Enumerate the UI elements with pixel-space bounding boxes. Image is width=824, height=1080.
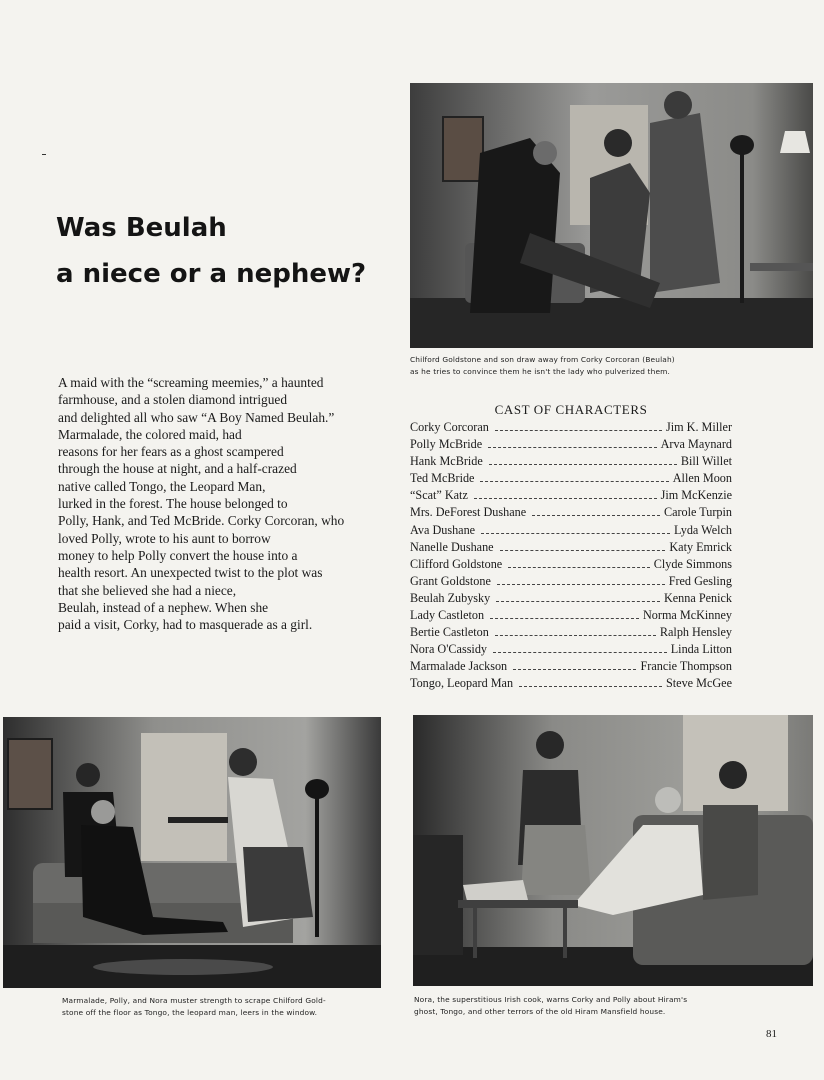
story-line: Marmalade, the colored maid, had <box>58 426 242 442</box>
leader-dots <box>493 652 667 653</box>
cast-row <box>410 659 732 676</box>
photo-nora-scene-image <box>413 715 813 986</box>
story-line: native called Tongo, the Leopard Man, <box>58 478 266 494</box>
caption-line: as he tries to convince them he isn't the lady who pulverized them. <box>410 367 670 376</box>
cast-role: Lady Castleton <box>410 608 485 623</box>
cast-role: Corky Corcoran <box>410 420 489 434</box>
cast-row <box>410 437 732 454</box>
cast-title: CAST OF CHARACTERS <box>494 402 648 417</box>
stray-ink-mark <box>42 154 46 155</box>
cast-row <box>410 676 732 693</box>
leader-dots <box>519 686 662 687</box>
story-line: and delighted all who saw “A Boy Named Beulah.” <box>58 409 335 425</box>
cast-row <box>410 574 732 591</box>
story-line: farmhouse, and a stolen diamond intrigued <box>58 392 288 408</box>
leader-dots <box>490 618 639 619</box>
photo-marmalade-scene <box>3 717 381 988</box>
story-line: reasons for her fears as a ghost scampered <box>58 444 284 460</box>
cast-role: Mrs. DeForest Dushane <box>410 505 527 520</box>
cast-role: Beulah Zubysky <box>410 590 491 605</box>
story-line: paid a visit, Corky, had to masquerade as a girl. <box>58 617 313 633</box>
leader-dots <box>513 669 636 670</box>
cast-actor: Fred Gesling <box>668 573 732 588</box>
caption-bottom-left <box>62 995 326 1019</box>
cast-role: Grant Goldstone <box>410 573 491 588</box>
cast-actor: Ralph Hensley <box>659 625 732 640</box>
cast-row <box>410 591 732 608</box>
story-line: Polly, Hank, and Ted McBride. Corky Corcoran, who <box>58 513 345 529</box>
photo-beulah-scene-image <box>410 83 813 348</box>
cast-actor: Francie Thompson <box>640 659 732 674</box>
story-line: loved Polly, wrote to his aunt to borrow <box>58 530 271 546</box>
leader-dots <box>495 635 656 636</box>
cast-role: “Scat” Katz <box>410 488 468 503</box>
photo-marmalade-scene-image <box>3 717 381 988</box>
cast-role: Hank McBride <box>410 454 483 469</box>
cast-row <box>410 625 732 642</box>
cast-row <box>410 505 732 522</box>
cast-actor: Clyde Simmons <box>653 556 732 571</box>
cast-row <box>410 471 732 488</box>
cast-role: Marmalade Jackson <box>410 659 508 674</box>
story-line: A maid with the “screaming meemies,” a haunted <box>58 375 324 390</box>
cast-role: Clifford Goldstone <box>410 556 503 571</box>
cast-role: Nora O'Cassidy <box>410 642 488 657</box>
story-line: lurked in the forest. The house belonged to <box>58 496 288 512</box>
cast-row <box>410 540 732 557</box>
cast-role: Ted McBride <box>410 471 475 486</box>
cast-row <box>410 420 732 437</box>
leader-dots <box>474 498 657 499</box>
headline-line-1: Was Beulah <box>56 213 227 243</box>
caption-line: stone off the floor as Tongo, the leopard man, leers in the window. <box>62 1008 318 1017</box>
cast-row <box>410 523 732 540</box>
cast-actor: Lyda Welch <box>673 522 732 537</box>
cast-row <box>410 608 732 625</box>
cast-actor: Jim K. Miller <box>665 420 732 434</box>
story-line: through the house at night, and a half-crazed <box>58 461 297 477</box>
headline-line-2: a niece or a nephew? <box>56 259 367 289</box>
photo-nora-scene <box>413 715 813 986</box>
cast-list <box>410 420 732 694</box>
caption-top-right <box>410 354 675 378</box>
cast-actor: Bill Willet <box>680 454 732 469</box>
leader-dots <box>532 515 660 516</box>
cast-row <box>410 642 732 659</box>
cast-row <box>410 454 732 471</box>
story-text <box>58 374 378 633</box>
story-line: Beulah, instead of a nephew. When she <box>58 599 269 615</box>
leader-dots <box>500 550 666 551</box>
cast-role: Ava Dushane <box>410 522 476 537</box>
cast-actor: Norma McKinney <box>642 608 732 623</box>
story-line: that she believed she had a niece, <box>58 582 237 598</box>
caption-line: Chilford Goldstone and son draw away from Corky Corcoran (Beulah) <box>410 355 675 364</box>
leader-dots <box>480 481 668 482</box>
cast-role: Nanelle Dushane <box>410 539 494 554</box>
cast-actor: Steve McGee <box>666 676 732 691</box>
page-number: 81 <box>766 1028 777 1040</box>
leader-dots <box>497 584 665 585</box>
cast-actor: Carole Turpin <box>663 505 732 520</box>
caption-line: ghost, Tongo, and other terrors of the old Hiram Mansfield house. <box>414 1007 666 1016</box>
story-line: money to help Polly convert the house into a <box>58 547 298 563</box>
caption-line: Marmalade, Polly, and Nora muster strength to scrape Chilford Gold- <box>62 996 326 1005</box>
cast-row <box>410 488 732 505</box>
cast-role: Polly McBride <box>410 437 483 452</box>
leader-dots <box>508 567 650 568</box>
photo-beulah-scene <box>410 83 813 348</box>
headline <box>56 205 366 297</box>
caption-line: Nora, the superstitious Irish cook, warns Corky and Polly about Hiram's <box>414 995 688 1004</box>
cast-actor: Kenna Penick <box>663 590 732 605</box>
story-line: health resort. An unexpected twist to the plot was <box>58 565 323 581</box>
cast-role: Tongo, Leopard Man <box>410 676 514 691</box>
leader-dots <box>488 447 656 448</box>
leader-dots <box>496 601 660 602</box>
leader-dots <box>489 464 677 465</box>
cast-actor: Arva Maynard <box>660 437 732 452</box>
leader-dots <box>495 430 662 431</box>
cast-role: Bertie Castleton <box>410 625 489 640</box>
cast-actor: Jim McKenzie <box>660 488 732 503</box>
cast-actor: Linda Litton <box>670 642 732 657</box>
cast-row <box>410 557 732 574</box>
caption-bottom-right <box>414 994 687 1018</box>
cast-actor: Katy Emrick <box>669 539 732 554</box>
cast-actor: Allen Moon <box>672 471 732 486</box>
leader-dots <box>481 533 670 534</box>
